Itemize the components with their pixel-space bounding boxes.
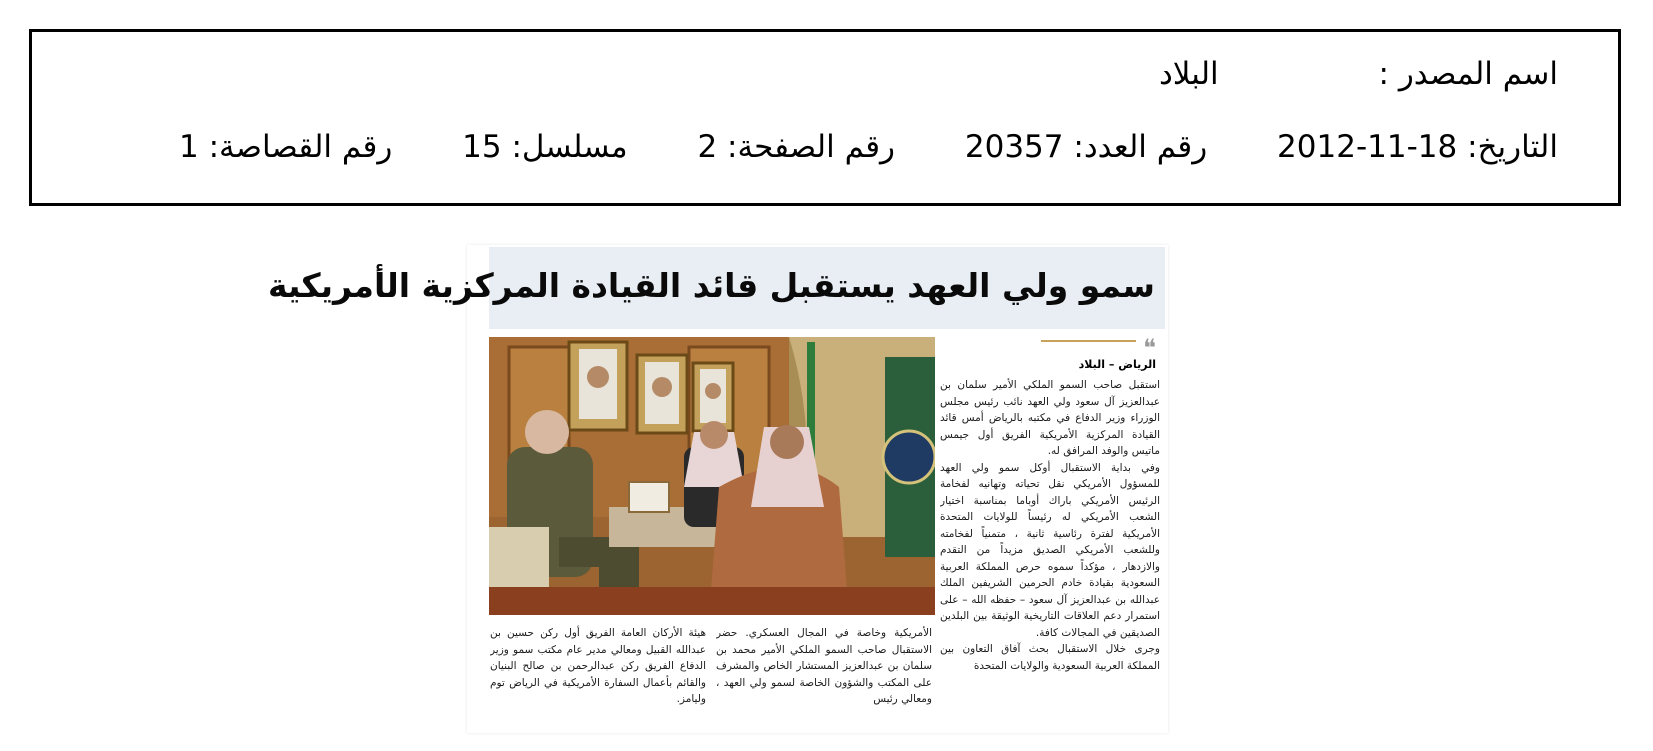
date-item (1277, 127, 1558, 167)
page-label: رقم الصفحة: (727, 129, 896, 165)
article-paragraph: وجرى خلال الاستقبال بحث آفاق التعاون بين المملكة العربية السعودية والولايات المتحدة (940, 643, 1160, 672)
date-value: 2012-11-18 (1277, 129, 1458, 165)
dateline-rule (1041, 340, 1136, 342)
article-column-left: هيئة الأركان العامة الفريق أول ركن حسين بن عبدالله القبيل ومعالي مدير عام مكتب سمو وزير الدفاع الفريق ركن عبدالرحمن بن صالح البنيان والقائم بأعمال السفارة الأمريكية في الرياض توم وليامز. (490, 627, 706, 705)
date-label: التاريخ: (1467, 129, 1558, 165)
article-column-middle: الأمريكية وخاصة في المجال العسكري. حضر الاستقبال صاحب السمو الملكي الأمير محمد بن سلمان بن عبدالعزيز المستشار الخاص والمشرف على المكتب والشؤون الخاصة لسمو ولي العهد ، ومعالي رئيس (716, 627, 932, 705)
newspaper-clipping (267, 245, 1168, 733)
serial-label: مسلسل: (511, 129, 628, 165)
article-paragraph: وفي بداية الاستقبال أوكل سمو ولي العهد للمسؤول الأمريكي نقل تحياته وتهانيه لفخامة الرئيس الأمريكي باراك أوباما بمناسبة اختيار الشعب الأمريكي له رئيساً للولايات المتحدة الأمريكية لفترة رئاسية ثانية ، متمنياً لفخامته وللشعب الأمريكي الصديق مزيداً من التقدم والازدهار ، مؤكداً سموه حرص المملكة العربية السعودية بقيادة خادم الحرمين الشريفين الملك عبدالله بن عبدالعزيز آل سعود – حفظه الله – على استمرار دعم العلاقات التاريخية الوثيقة بين البلدين الصديقين في المجالات كافة. (940, 461, 1160, 639)
meeting-photo (489, 337, 935, 615)
article-paragraph: استقبل صاحب السمو الملكي الأمير سلمان بن عبدالعزيز آل سعود ولي العهد نائب رئيس مجلس الوزراء وزير الدفاع في مكتبه بالرياض أمس قائد القيادة المركزية الأمريكية الفريق أول جيمس ماتيس والوفد المرافق له. (940, 379, 1160, 457)
headline-band (267, 247, 1165, 329)
article-headline: سمو ولي العهد يستقبل قائد القيادة المركزية الأمريكية (267, 266, 1155, 305)
source-value-item (1159, 54, 1219, 94)
source-label: اسم المصدر : (1378, 56, 1558, 92)
source-name (1379, 54, 1558, 94)
source-value: البلاد (1158, 56, 1219, 92)
article-column-right (940, 377, 1160, 737)
source-row (1099, 54, 1558, 94)
page-value: 2 (697, 129, 718, 165)
clip-number-item (179, 127, 392, 167)
clip-number-value: 1 (178, 129, 199, 165)
serial-item (462, 127, 627, 167)
issue-label: رقم العدد: (1073, 129, 1208, 165)
details-row (119, 127, 1558, 167)
article-dateline: الرياض – البلاد (1078, 358, 1156, 371)
quote-mark-icon: ❝ (1143, 334, 1156, 362)
issue-value: 20357 (964, 129, 1064, 165)
serial-value: 15 (462, 129, 502, 165)
clip-number-label: رقم القصاصة: (208, 129, 393, 165)
issue-item (965, 127, 1207, 167)
clipping-metadata-box (29, 29, 1621, 206)
page-item (697, 127, 895, 167)
